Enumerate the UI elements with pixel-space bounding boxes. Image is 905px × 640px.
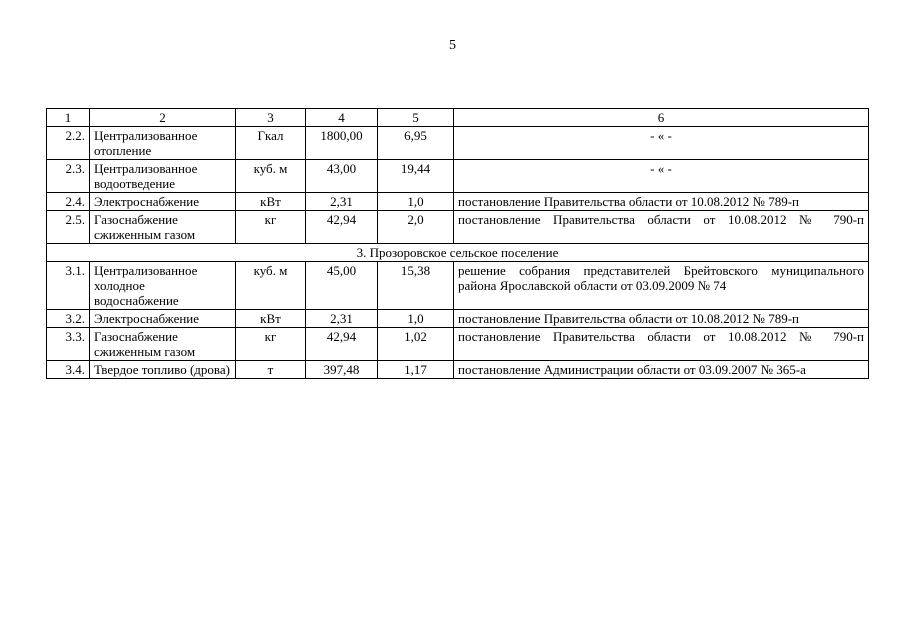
page-number: 5 bbox=[449, 38, 456, 53]
legal-basis: постановление Правительства области от 10.08.2012 № 789-п bbox=[454, 193, 869, 211]
value: 45,00 bbox=[306, 262, 378, 310]
legal-basis: постановление Администрации области от 03.09.2007 № 365-а bbox=[454, 361, 869, 379]
unit: т bbox=[236, 361, 306, 379]
service-name: Твердое топливо (дрова) bbox=[90, 361, 236, 379]
column-header: 6 bbox=[454, 109, 869, 127]
value: 2,31 bbox=[306, 310, 378, 328]
unit: кВт bbox=[236, 310, 306, 328]
column-header: 2 bbox=[90, 109, 236, 127]
unit: кг bbox=[236, 211, 306, 244]
service-name: Электроснабжение bbox=[90, 193, 236, 211]
norm: 19,44 bbox=[378, 160, 454, 193]
value: 397,48 bbox=[306, 361, 378, 379]
row-number: 2.2. bbox=[47, 127, 90, 160]
norm: 2,0 bbox=[378, 211, 454, 244]
table-row bbox=[47, 127, 869, 160]
table-header-row bbox=[47, 109, 869, 127]
service-name: Централизованное водоотведение bbox=[90, 160, 236, 193]
row-number: 3.2. bbox=[47, 310, 90, 328]
row-number: 3.4. bbox=[47, 361, 90, 379]
service-name: Централизованное холодное водоснабжение bbox=[90, 262, 236, 310]
column-header: 5 bbox=[378, 109, 454, 127]
table-row bbox=[47, 310, 869, 328]
column-header: 1 bbox=[47, 109, 90, 127]
norm: 1,0 bbox=[378, 310, 454, 328]
row-number: 2.4. bbox=[47, 193, 90, 211]
unit: куб. м bbox=[236, 262, 306, 310]
legal-basis: постановление Правительства области от 10.08.2012 № 790-п bbox=[454, 211, 869, 244]
legal-basis: решение собрания представителей Брейтовского муниципального района Ярославской области от 03.09.2009 № 74 bbox=[454, 262, 869, 310]
unit: кВт bbox=[236, 193, 306, 211]
value: 42,94 bbox=[306, 211, 378, 244]
tariff-table bbox=[46, 108, 869, 379]
value: 2,31 bbox=[306, 193, 378, 211]
unit: кг bbox=[236, 328, 306, 361]
norm: 1,02 bbox=[378, 328, 454, 361]
service-name: Газоснабжение сжиженным газом bbox=[90, 211, 236, 244]
table-row bbox=[47, 328, 869, 361]
value: 43,00 bbox=[306, 160, 378, 193]
value: 42,94 bbox=[306, 328, 378, 361]
table-row bbox=[47, 160, 869, 193]
value: 1800,00 bbox=[306, 127, 378, 160]
row-number: 3.3. bbox=[47, 328, 90, 361]
service-name: Газоснабжение сжиженным газом bbox=[90, 328, 236, 361]
table-row bbox=[47, 361, 869, 379]
table-row bbox=[47, 193, 869, 211]
table-row bbox=[47, 262, 869, 310]
norm: 1,0 bbox=[378, 193, 454, 211]
section-title: 3. Прозоровское сельское поселение bbox=[47, 244, 869, 262]
row-number: 3.1. bbox=[47, 262, 90, 310]
legal-basis: - « - bbox=[454, 127, 869, 160]
service-name: Электроснабжение bbox=[90, 310, 236, 328]
norm: 6,95 bbox=[378, 127, 454, 160]
column-header: 4 bbox=[306, 109, 378, 127]
norm: 1,17 bbox=[378, 361, 454, 379]
section-row bbox=[47, 244, 869, 262]
table-row bbox=[47, 211, 869, 244]
service-name: Централизованное отопление bbox=[90, 127, 236, 160]
row-number: 2.3. bbox=[47, 160, 90, 193]
row-number: 2.5. bbox=[47, 211, 90, 244]
column-header: 3 bbox=[236, 109, 306, 127]
unit: Гкал bbox=[236, 127, 306, 160]
unit: куб. м bbox=[236, 160, 306, 193]
legal-basis: постановление Правительства области от 10.08.2012 № 790-п bbox=[454, 328, 869, 361]
legal-basis: - « - bbox=[454, 160, 869, 193]
norm: 15,38 bbox=[378, 262, 454, 310]
legal-basis: постановление Правительства области от 10.08.2012 № 789-п bbox=[454, 310, 869, 328]
